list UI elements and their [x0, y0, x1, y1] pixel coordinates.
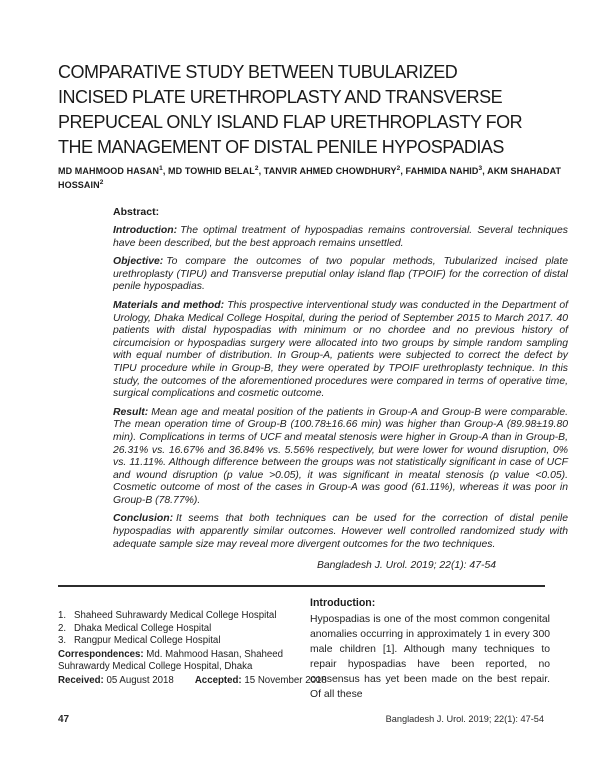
affiliation-number: 2. — [58, 622, 67, 634]
abstract-section-label: Introduction: — [113, 225, 178, 236]
correspondence-text: Md. Mahmood Hasan, Shaheed Suhrawardy Medical College Hospital, Dhaka — [58, 649, 284, 673]
abstract-section-label: Result: — [113, 406, 149, 418]
page-footer — [58, 714, 544, 725]
page-number: 47 — [58, 714, 70, 725]
author-name: AKM SHAHADAT HOSSAIN — [58, 166, 562, 190]
author-separator: , — [258, 166, 264, 176]
abstract-paragraph-materials — [113, 300, 568, 401]
abstract-section-text: This prospective interventional study was conducted in the Department of Urology, Dhaka Medical College Hospital, during the period of September 2015 to March 2017. 40 patients with distal hypospadias with minimum or no chordee and no previous history of circumcision or hypospadias surgery were allocated into two groups by simple random sampling with equal number of distribution. In Group-A, patients were subjected to correct the defect by TIPU procedure while in Group-B, they were operated by TPOIF urethroplasty technique. In this study, the outcomes of the aforementioned procedures were compared in terms of operative time, surgical complications and cosmetic outcome. — [113, 299, 568, 400]
affiliation-text: Dhaka Medical College Hospital — [74, 622, 212, 634]
accepted-group — [195, 675, 327, 686]
paper-title-line: COMPARATIVE STUDY BETWEEN TUBULARIZED — [58, 62, 458, 82]
abstract-section-label: Objective: — [113, 256, 164, 268]
affiliation-text: Rangpur Medical College Hospital — [74, 634, 221, 646]
author-name: MD TOWHID BELAL — [168, 166, 255, 176]
author — [406, 166, 488, 176]
received-group — [58, 675, 174, 686]
author-name: MD MAHMOOD HASAN — [58, 166, 160, 176]
paper-title — [58, 60, 568, 160]
introduction-heading: Introduction: — [310, 597, 376, 610]
abstract-paragraph-objective — [113, 256, 568, 294]
affiliation-item — [58, 635, 298, 647]
author-separator: , — [482, 166, 488, 176]
author — [264, 166, 406, 176]
paper-title-line: PREPUCEAL ONLY ISLAND FLAP URETHROPLASTY FOR — [58, 112, 523, 132]
abstract-paragraph-introduction — [113, 225, 568, 250]
abstract-heading: Abstract: — [113, 206, 160, 218]
two-column-section — [58, 597, 568, 702]
abstract-section-text: The optimal treatment of hypospadias remains controversial. Several techniques have been described, but the best approach remains unsettled. — [113, 225, 568, 249]
author-superscript: 3 — [478, 165, 483, 172]
affiliation-number: 1. — [58, 610, 67, 622]
affiliation-text: Shaheed Suhrawardy Medical College Hospital — [74, 610, 277, 622]
author-superscript: 2 — [99, 179, 104, 186]
author-superscript: 2 — [396, 165, 401, 172]
correspondence-label: Correspondences: — [58, 649, 144, 661]
affiliation-item — [58, 610, 298, 622]
received-date: 05 August 2018 — [103, 674, 174, 686]
abstract-paragraph-result — [113, 407, 568, 508]
abstract-paragraph-conclusion — [113, 513, 568, 551]
author-name: TANVIR AHMED CHOWDHURY — [263, 166, 397, 176]
paper-title-line: INCISED PLATE URETHROPLASTY AND TRANSVERSE — [58, 87, 503, 107]
affiliation-number: 3. — [58, 634, 67, 646]
author — [168, 166, 264, 176]
page-content — [58, 60, 568, 702]
footnotes-column — [58, 610, 327, 702]
abstract-section-text: It seems that both techniques can be used for the correction of distal penile hypospadias with apparently similar outcomes. However well controlled randomized study with adequate sample size may reveal more divergent outcomes for the two techniques. — [113, 513, 568, 550]
author — [58, 166, 168, 176]
author-separator: , — [162, 166, 169, 176]
author-separator: , — [400, 166, 406, 176]
author-name: FAHMIDA NAHID — [405, 166, 479, 176]
abstract-section-label: Materials and method: — [113, 299, 225, 311]
author-superscript: 2 — [254, 165, 259, 172]
author-list — [58, 163, 568, 191]
abstract-section-label: Conclusion: — [113, 513, 174, 525]
accepted-label: Accepted: — [194, 674, 242, 686]
abstract-section-text: Mean age and meatal position of the patients in Group-A and Group-B were comparable. The mean operation time of Group-B (100.78±16.66 min) was higher than Group-A (89.98±19.80 min). Complications in terms of UCF and meatal stenosis were higher in Group-A than in Group-B, 26.31% vs. 16.67% and 36.84% vs. 5.56% respectively, but were lower for wound disruption, 0% vs. 11.11%. Although difference between the groups was not statistically significant in case of UCF and wound disruption (p value >0.05), it was significant in meatal stenosis (p value <0.05). Cosmetic outcome of most of the cases in Group-A was good (61.11%), whereas it was poor in Group-B (78.77%). — [113, 406, 568, 506]
correspondence-note — [58, 649, 298, 674]
paper-title-line: THE MANAGEMENT OF DISTAL PENILE HYPOSPADIAS — [58, 137, 504, 157]
introduction-column — [310, 597, 550, 702]
author-superscript: 1 — [159, 165, 163, 172]
introduction-text: Hypospadias is one of the most common congenital anomalies occurring in approximately 1 in every 300 male children [1]. Although many techniques to repair hypospadias have been reported, no consensus has yet been made on the best repair. Of all these — [310, 614, 550, 701]
received-label: Received: — [58, 674, 104, 686]
affiliation-item — [58, 623, 298, 635]
accepted-date: 15 November 2018 — [241, 674, 327, 686]
abstract-section-text: To compare the outcomes of two popular methods, Tubularized incised plate urethroplasty (TIPU) and Transverse preputial onlay island flap (TPOIF) for the correction of distal penile hypospadias. — [113, 256, 568, 293]
abstract-citation: Bangladesh J. Urol. 2019; 22(1): 47-54 — [316, 560, 496, 572]
footer-journal-citation: Bangladesh J. Urol. 2019; 22(1): 47-54 — [385, 714, 544, 724]
abstract-section — [113, 206, 568, 572]
dates-row — [58, 674, 327, 687]
section-divider — [58, 585, 545, 587]
